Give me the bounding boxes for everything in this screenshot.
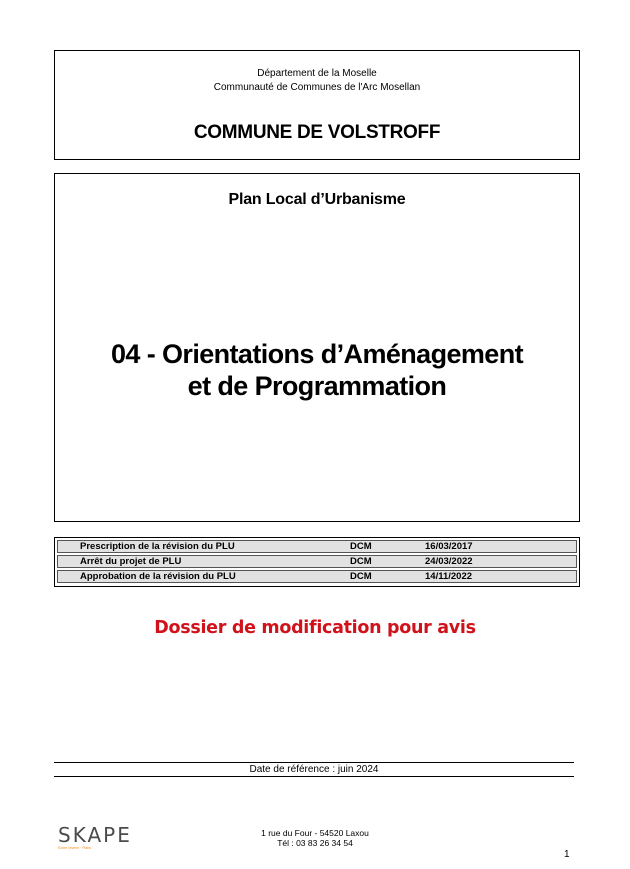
document-title-line1: 04 - Orientations d’Aménagement — [111, 339, 523, 369]
reference-date: Date de référence : juin 2024 — [249, 764, 379, 775]
table-row — [57, 540, 577, 553]
procedure-date: 24/03/2022 — [425, 556, 473, 567]
procedure-date: 16/03/2017 — [425, 541, 473, 552]
procedure-type: DCM — [350, 556, 372, 567]
divider-bottom — [54, 776, 574, 777]
procedure-label: Prescription de la révision du PLU — [80, 541, 235, 552]
footer-address: 1 rue du Four - 54520 Laxou — [261, 828, 369, 838]
commune-title: COMMUNE DE VOLSTROFF — [193, 122, 441, 143]
logo-tagline: Ecrire l'avenir · Plans — [58, 846, 91, 850]
footer-phone: Tél : 03 83 26 34 54 — [277, 838, 353, 848]
plan-label: Plan Local d’Urbanisme — [228, 191, 406, 208]
departement-text: Département de la Moselle — [257, 68, 377, 79]
modification-notice: Dossier de modification pour avis — [154, 618, 476, 638]
table-row — [57, 570, 577, 583]
header-box — [54, 50, 580, 160]
logo-text: SKAPE — [58, 823, 132, 847]
procedure-table — [54, 537, 580, 587]
title-box — [54, 173, 580, 522]
procedure-type: DCM — [350, 571, 372, 582]
procedure-label: Arrêt du projet de PLU — [80, 556, 182, 567]
document-title-line2: et de Programmation — [187, 371, 447, 401]
page-number: 1 — [564, 849, 570, 860]
communaute-text: Communauté de Communes de l'Arc Mosellan — [213, 82, 421, 93]
procedure-type: DCM — [350, 541, 372, 552]
table-row — [57, 555, 577, 568]
procedure-date: 14/11/2022 — [425, 571, 473, 582]
procedure-label: Approbation de la révision du PLU — [80, 571, 236, 582]
document-title — [55, 338, 579, 402]
